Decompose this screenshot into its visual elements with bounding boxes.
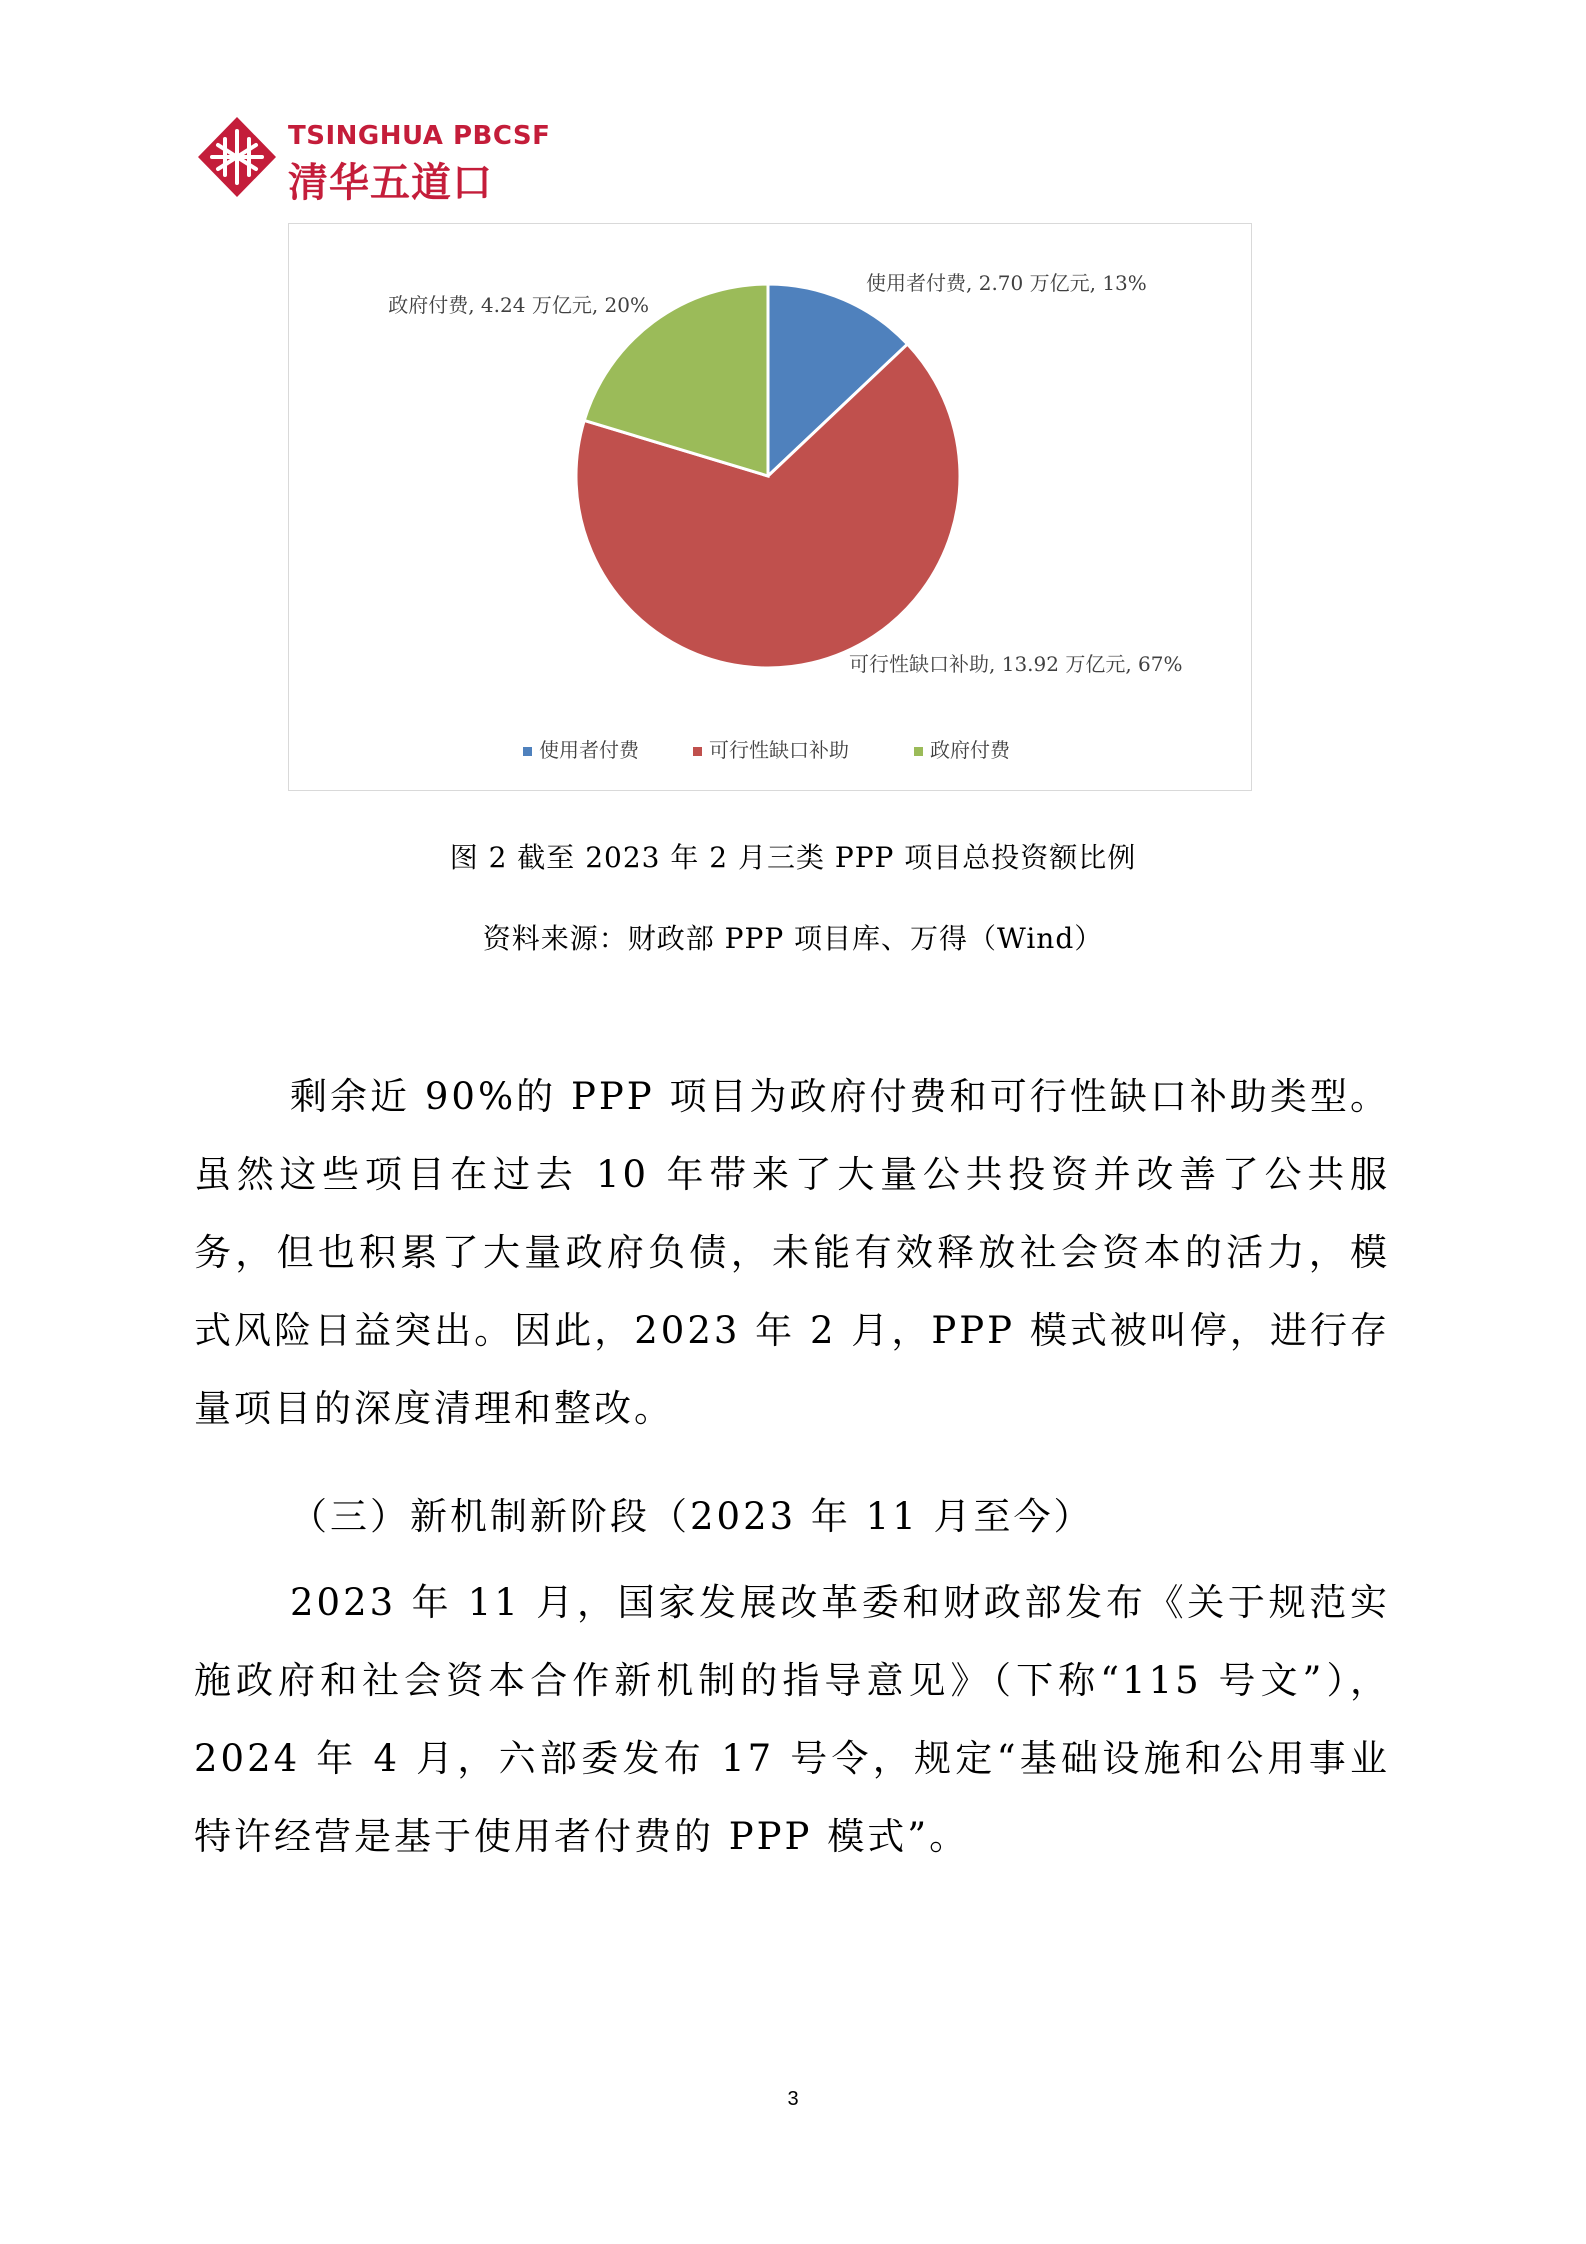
logo [196,115,551,206]
legend-item-viability-gap [693,738,849,762]
logo-english: TSINGHUA PBCSF [288,121,551,151]
pie-chart-container [288,223,1252,791]
logo-chinese: 清华五道口 [288,160,493,206]
legend-item-user-pay [523,738,640,762]
pie-chart [289,224,1251,790]
tsinghua-pbcsf-logo-mark [196,115,278,199]
legend-label: 使用者付费 [539,738,639,762]
legend-swatch [914,747,923,756]
page-number: 3 [787,2088,799,2110]
figure-source: 资料来源：财政部 PPP 项目库、万得（Wind） [482,922,1104,955]
legend-label: 可行性缺口补助 [709,738,849,762]
legend-item-government-pay [914,738,1011,762]
section-heading-3: （三）新机制新阶段（2023 年 11 月至今） [290,1495,1094,1538]
legend-swatch [523,747,532,756]
figure-caption: 图 2 截至 2023 年 2 月三类 PPP 项目总投资额比例 [449,841,1137,874]
data-label-user-pay: 使用者付费, 2.70 万亿元, 13% [866,271,1147,295]
paragraph-1: 剩余近 90%的 PPP 项目为政府付费和可行性缺口补助类型。虽然这些项目在过去 10 年带来了大量公共投资并改善了公共服务，但也积累了大量政府负债，未能有效释放社会资本的活力，模式风险日益突出。因此，2023 年 2 月，PPP 模式被叫停，进行存量项目的深度清理和整改。 [194,1075,1390,1430]
data-label-government-pay: 政府付费, 4.24 万亿元, 20% [388,293,649,317]
paragraph-2: 2023 年 11 月，国家发展改革委和财政部发布《关于规范实施政府和社会资本合作新机制的指导意见》（下称“115 号文”），2024 年 4 月，六部委发布 17 号令，规定“基础设施和公用事业特许经营是基于使用者付费的 PPP 模式”。 [194,1581,1390,1858]
data-label-viability-gap: 可行性缺口补助, 13.92 万亿元, 67% [849,652,1183,676]
legend-swatch [693,747,702,756]
legend-label: 政府付费 [930,738,1010,762]
